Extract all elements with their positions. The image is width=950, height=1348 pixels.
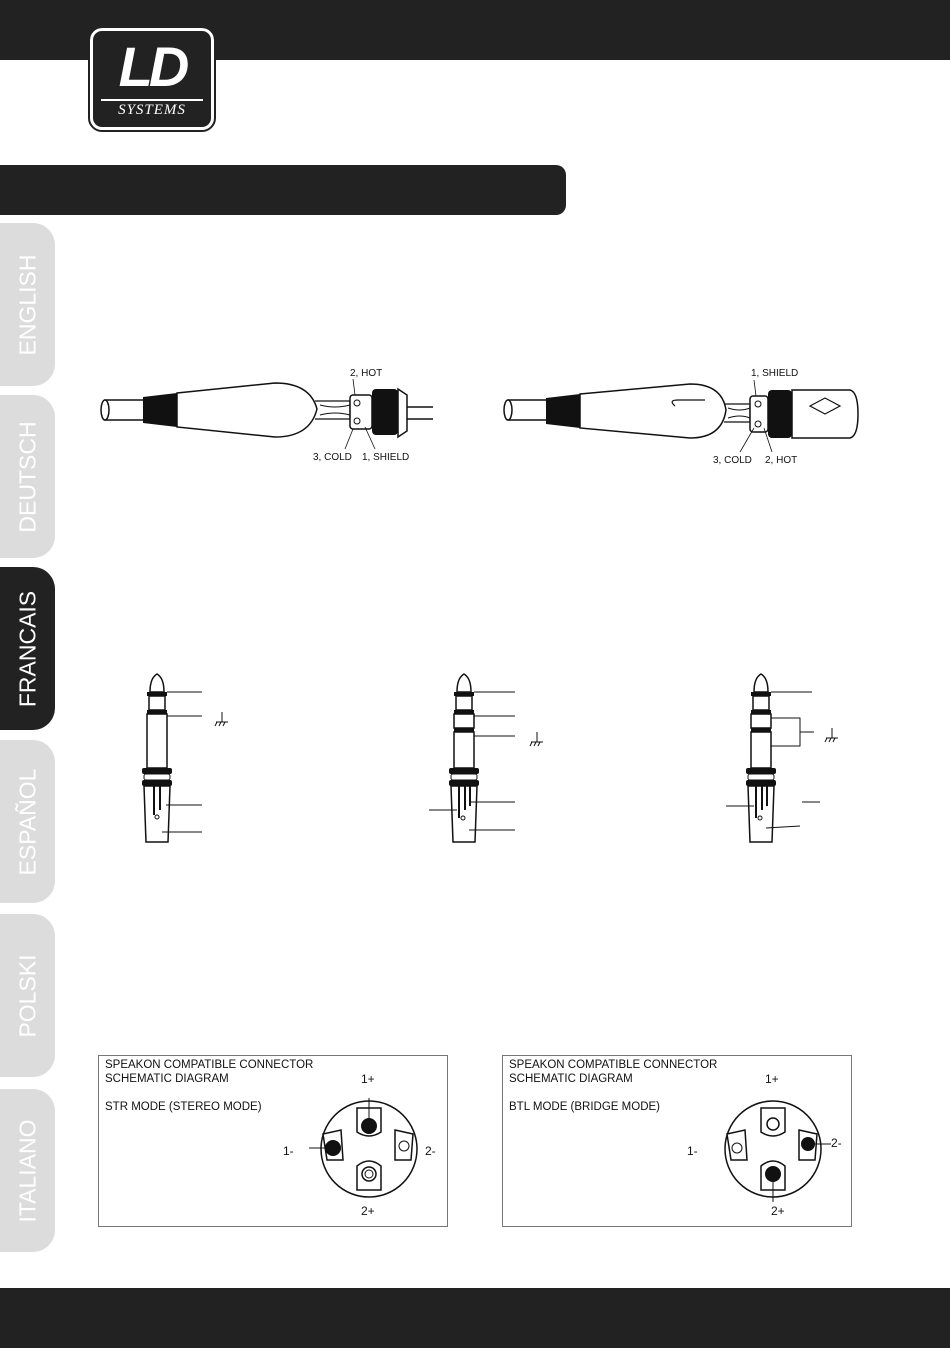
tab-francais[interactable] xyxy=(0,567,55,730)
pin-2-plus-label: 2+ xyxy=(771,1204,785,1218)
logo-subtitle: SYSTEMS xyxy=(101,99,203,119)
tab-espanol[interactable] xyxy=(0,740,55,903)
speakon-title-line2: SCHEMATIC DIAGRAM xyxy=(105,1073,229,1085)
tab-polski[interactable] xyxy=(0,914,55,1077)
tab-label: POLSKI xyxy=(14,953,40,1038)
pin-2-minus-label: 2- xyxy=(831,1136,842,1150)
tab-english[interactable] xyxy=(0,223,55,386)
jack-plug-mono-illustration xyxy=(130,670,240,855)
xlr-male-cold-label: 3, COLD xyxy=(313,452,352,463)
ground-icon xyxy=(825,728,838,742)
xlr-male-connector-illustration xyxy=(95,365,440,465)
speakon-mode-label: STR MODE (STEREO MODE) xyxy=(105,1101,262,1113)
speakon-title-line2: SCHEMATIC DIAGRAM xyxy=(509,1073,633,1085)
pin-2-minus-label: 2- xyxy=(425,1144,436,1158)
speakon-connector-icon xyxy=(713,1094,833,1204)
xlr-female-hot-label: 2, HOT xyxy=(765,455,798,466)
footer-bar xyxy=(0,1288,950,1348)
speakon-title-line1: SPEAKON COMPATIBLE CONNECTOR xyxy=(509,1059,718,1071)
pin-1-plus-label: 1+ xyxy=(361,1072,375,1086)
xlr-male-shield-label: 1, SHIELD xyxy=(362,452,410,463)
tab-label: ESPAÑOL xyxy=(14,768,40,875)
speakon-mode-label: BTL MODE (BRIDGE MODE) xyxy=(509,1101,660,1113)
tab-label: ITALIANO xyxy=(14,1118,40,1223)
pin-1-minus-label: 1- xyxy=(687,1144,698,1158)
ground-icon xyxy=(530,732,543,746)
logo-mark: LD xyxy=(118,35,186,98)
tab-italiano[interactable] xyxy=(0,1089,55,1252)
speakon-title-line1: SPEAKON COMPATIBLE CONNECTOR xyxy=(105,1059,314,1071)
jack-plug-stereo-illustration xyxy=(425,670,555,855)
tab-label: ENGLISH xyxy=(14,254,40,355)
tab-deutsch[interactable] xyxy=(0,395,55,558)
speakon-diagram-str xyxy=(98,1055,448,1227)
xlr-female-shield-label: 1, SHIELD xyxy=(751,368,799,379)
jack-plug-bridged-illustration xyxy=(722,670,847,855)
pin-1-minus-label: 1- xyxy=(283,1144,294,1158)
section-title-bar xyxy=(0,165,566,215)
pin-2-plus-label: 2+ xyxy=(361,1204,375,1218)
ld-systems-logo xyxy=(90,28,214,130)
xlr-female-cold-label: 3, COLD xyxy=(713,455,752,466)
speakon-diagram-btl xyxy=(502,1055,852,1227)
xlr-male-hot-label: 2, HOT xyxy=(350,368,383,379)
xlr-female-connector-illustration xyxy=(500,370,870,465)
ground-icon xyxy=(215,712,228,726)
tab-label: DEUTSCH xyxy=(14,420,40,533)
tab-label: FRANCAIS xyxy=(14,590,40,707)
pin-1-plus-label: 1+ xyxy=(765,1072,779,1086)
speakon-connector-icon xyxy=(309,1094,429,1204)
